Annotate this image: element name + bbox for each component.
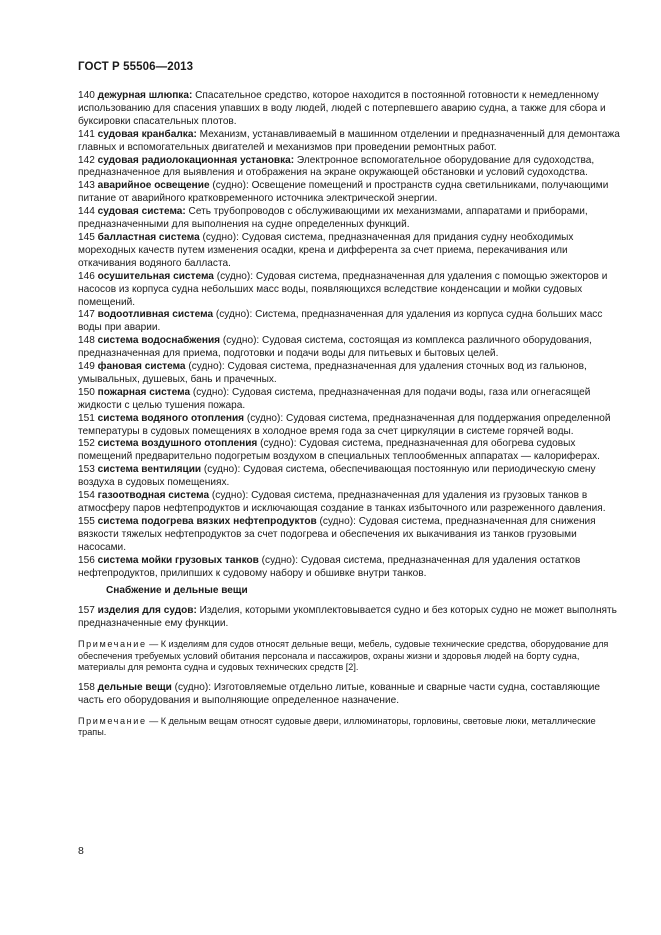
- term-number: 140: [78, 90, 95, 101]
- term-name: система воздушного отопления: [97, 438, 258, 450]
- term-number: 142: [78, 154, 95, 166]
- term-definition: Спасательное средство, которое находится в постоянной готовности к немедленному использованию для спасения упавших в воду людей, людей с потерпевшего аварию судна, а также для сбора и буксировки спасательных плотов.: [78, 90, 606, 127]
- term-147: [78, 309, 626, 335]
- term-name: судовая кранбалка:: [97, 128, 197, 140]
- note-text: — К изделиям для судов относят дельные вещи, мебель, судовые технические средства, оборудование для обеспечения требуемых условий обитания персонала и пассажиров, охраны жизни и здоровья людей на борту судна, материалы для ремонта судна и судовых технических средств [2].: [78, 639, 609, 673]
- term-name: система вентиляции: [97, 464, 202, 476]
- term-qualifier: (судно):: [257, 438, 297, 450]
- term-number: 154: [78, 490, 95, 502]
- page-number: 8: [78, 845, 84, 857]
- term-qualifier: (судно):: [258, 554, 299, 566]
- term-qualifier: (судно):: [209, 180, 249, 192]
- term-definition: Судовая система, предназначенная для подачи воды, газа или огнегасящей жидкости с целью тушения пожара.: [78, 386, 591, 411]
- term-149: [78, 361, 626, 387]
- term-157: [78, 605, 626, 631]
- term-qualifier: (судно):: [244, 412, 284, 424]
- term-name: газоотводная система: [97, 490, 210, 502]
- term-155: [78, 516, 626, 555]
- term-146: [78, 271, 626, 310]
- term-name: судовая система:: [97, 206, 186, 218]
- term-153: [78, 464, 626, 490]
- term-name: водоотливная система: [97, 309, 214, 321]
- term-name: система подогрева вязких нефтепродуктов: [97, 515, 317, 527]
- term-151: [78, 413, 626, 439]
- term-name: система водяного отопления: [97, 412, 245, 424]
- term-definition: Электронное вспомогательное оборудование для судоходства, предназначенное для выявления и отображения на экране окружающей обстановки и условий судоходства.: [78, 154, 595, 179]
- term-definition: Судовая система, предназначенная для удаления сточных вод из гальюнов, умывальных, душевых, бань и прачечных.: [78, 361, 587, 385]
- term-name: осушительная система: [97, 270, 214, 282]
- section-heading: Снабжение и дельные вещи: [106, 585, 248, 597]
- term-definition: Судовая система, предназначенная для снижения вязкости тяжелых нефтепродуктов за счет подогрева и обеспечения их выкачивания из танков грузовыми насосами.: [78, 515, 596, 553]
- term-141: [78, 129, 626, 155]
- term-definition: Судовая система, предназначенная для поддержания определенной температуры в судовых помещениях в холодное время года за счет циркуляции в системе горячей воды.: [78, 412, 611, 437]
- term-154: [78, 490, 626, 516]
- term-definition: Судовая система, предназначенная для удаления с помощью эжекторов и насосов из корпуса судна небольших масс воды, появляющихся вследствие конденсации и мойки судовых помещений.: [78, 270, 608, 308]
- term-qualifier: (судно):: [213, 309, 253, 321]
- term-definition: Изделия, которыми укомплектовывается судно и без которых судно не может выполнять предназначенные ему функции.: [78, 605, 617, 630]
- term-number: 145: [78, 231, 95, 243]
- term-qualifier: (судно):: [185, 361, 225, 373]
- term-name: аварийное освещение: [97, 180, 210, 192]
- term-number: 158: [78, 681, 95, 693]
- term-name: дежурная шлюпка:: [97, 90, 193, 101]
- note-2: [78, 716, 626, 739]
- term-145: [78, 232, 626, 271]
- term-140: [78, 90, 626, 129]
- term-name: изделия для судов:: [97, 605, 197, 617]
- term-number: 141: [78, 128, 95, 140]
- term-156: [78, 555, 626, 581]
- term-qualifier: (судно):: [190, 386, 230, 398]
- term-definition: Освещение помещений и пространств судна светильниками, получающими питание от аварийного кратковременного источника электрической энергии.: [78, 180, 609, 205]
- term-definition: Судовая система, обеспечивающая постоянную или периодическую смену воздуха в судовых помещениях.: [78, 464, 596, 489]
- term-definition: Сеть трубопроводов с обслуживающими их механизмами, аппаратами и приборами, предназначенными для выполнения на судне определенных функций.: [78, 206, 588, 231]
- term-148: [78, 335, 626, 361]
- term-qualifier: (судно):: [213, 270, 254, 282]
- term-number: 152: [78, 438, 95, 450]
- term-definition: Изготовляемые отдельно литые, кованные и сварные части судна, составляющие часть его оборудования и выполняющие определенное назначение.: [78, 681, 601, 706]
- term-number: 146: [78, 270, 95, 282]
- term-number: 144: [78, 206, 95, 218]
- note-label: Примечание: [78, 715, 147, 726]
- term-definition: Система, предназначенная для удаления из корпуса судна больших масс воды при аварии.: [78, 309, 603, 334]
- term-qualifier: (судно):: [199, 231, 239, 243]
- term-name: система мойки грузовых танков: [97, 554, 259, 566]
- term-number: 153: [78, 464, 95, 476]
- term-definition: Судовая система, предназначенная для обогрева судовых помещений предварительно подогретым воздухом в специальных теплообменных аппаратах — калориферах.: [78, 438, 600, 463]
- term-name: дельные вещи: [97, 681, 172, 693]
- note-text: — К дельным вещам относят судовые двери, иллюминаторы, горловины, световые люки, металлические трапы.: [78, 715, 596, 738]
- term-name: система водоснабжения: [97, 335, 221, 347]
- term-qualifier: (судно):: [201, 464, 241, 476]
- term-number: 147: [78, 309, 95, 321]
- note-label: Примечание: [78, 639, 147, 650]
- term-number: 151: [78, 412, 95, 424]
- term-152: [78, 438, 626, 464]
- term-142: [78, 155, 626, 181]
- term-150: [78, 387, 626, 413]
- term-name: балластная система: [97, 231, 200, 243]
- term-qualifier: (судно):: [171, 681, 212, 693]
- document-header: ГОСТ Р 55506—2013: [78, 61, 194, 73]
- term-name: пожарная система: [97, 386, 191, 398]
- term-name: фановая система: [97, 361, 186, 373]
- term-qualifier: (судно):: [220, 335, 260, 347]
- term-number: 150: [78, 386, 95, 398]
- document-body: [78, 90, 626, 747]
- term-definition: Судовая система, предназначенная для удаления из грузовых танков в атмосферу паров нефтепродуктов и исключающая создание в танках избыточного или разреженного давления.: [78, 490, 606, 514]
- term-number: 148: [78, 335, 95, 347]
- term-definition: Судовая система, предназначенная для удаления остатков нефтепродуктов, прилипших к судовому набору и обшивке внутри танков.: [78, 554, 581, 579]
- term-number: 156: [78, 554, 95, 566]
- term-number: 149: [78, 361, 95, 373]
- term-qualifier: (судно):: [316, 515, 356, 527]
- term-qualifier: (судно):: [209, 490, 249, 502]
- term-number: 155: [78, 515, 95, 527]
- note-1: [78, 639, 626, 674]
- term-number: 157: [78, 605, 95, 617]
- term-144: [78, 206, 626, 232]
- term-name: судовая радиолокационная установка:: [97, 154, 295, 166]
- term-143: [78, 180, 626, 206]
- term-definition: Судовая система, состоящая из комплекса различного оборудования, предназначенная для приема, подготовки и подачи воды для питьевых и бытовых целей.: [78, 335, 592, 360]
- term-number: 143: [78, 180, 95, 192]
- term-158: [78, 682, 626, 708]
- term-definition: Судовая система, предназначенная для придания судну необходимых мореходных качеств путем изменения осадки, крена и дифферента за счет приема, перекачивания или откачивания водяного балласта.: [78, 231, 574, 269]
- term-definition: Механизм, устанавливаемый в машинном отделении и предназначенный для демонтажа главных и вспомогательных двигателей и механизмов при проведении ремонтных работ.: [78, 128, 620, 153]
- terms-list: [78, 90, 626, 580]
